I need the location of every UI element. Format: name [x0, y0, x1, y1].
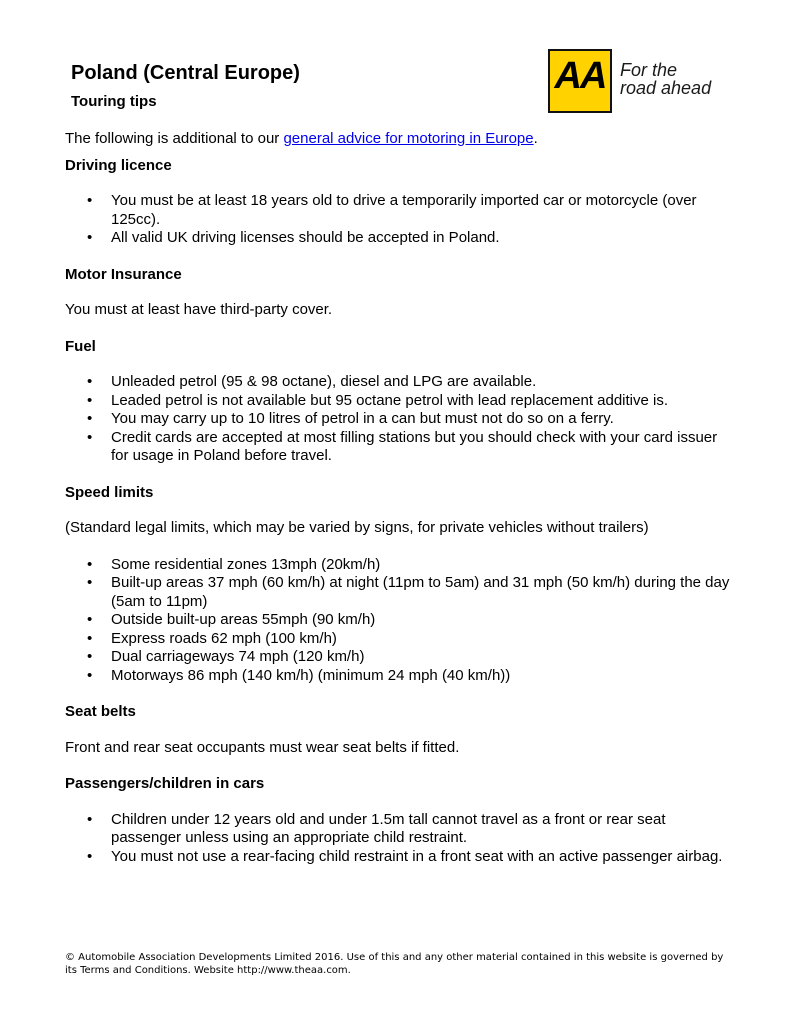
copyright-footer: © Automobile Association Developments Limited 2016. Use of this and any other material contained in this website is governed by its Terms and Conditions. Website http://www.theaa.com. [65, 952, 724, 976]
list-item: • Leaded petrol is not available but 95 octane petrol with lead replacement additive is. [65, 392, 730, 411]
list-item: • Built-up areas 37 mph (60 km/h) at night (11pm to 5am) and 31 mph (50 km/h) during the day (5am to 11pm) [65, 574, 730, 611]
list-item: • All valid UK driving licenses should be accepted in Poland. [65, 229, 730, 248]
driving-licence-list [65, 192, 730, 248]
list-item: • Dual carriageways 74 mph (120 km/h) [65, 648, 730, 667]
tagline-line-2: road ahead [620, 78, 712, 98]
intro-text: The following is additional to our [65, 130, 284, 147]
tagline-line-1: For the [620, 60, 678, 80]
heading-fuel: Fuel [65, 337, 96, 355]
page-title: Poland (Central Europe) [71, 62, 300, 84]
seat-belts-text: Front and rear seat occupants must wear seat belts if fitted. [65, 738, 460, 756]
fuel-list [65, 373, 730, 466]
heading-seat-belts: Seat belts [65, 703, 136, 720]
aa-logo [548, 49, 728, 113]
passengers-list [65, 811, 730, 867]
intro-paragraph [65, 130, 730, 149]
list-item: • You must not use a rear-facing child restraint in a front seat with an active passenger airbag. [65, 848, 730, 867]
list-item: • Children under 12 years old and under 1.5m tall cannot travel as a front or rear seat passenger unless using an appropriate child restraint. [65, 811, 730, 848]
aa-logo-mark [548, 49, 612, 113]
heading-passengers: Passengers/children in cars [65, 775, 265, 792]
list-item: • Some residential zones 13mph (20km/h) [65, 556, 730, 575]
aa-logo-tagline [620, 61, 711, 97]
list-item: • You may carry up to 10 litres of petrol in a can but must not do so on a ferry. [65, 410, 730, 429]
document-body [65, 130, 730, 884]
list-item: • Motorways 86 mph (140 km/h) (minimum 24 mph (40 km/h)) [65, 667, 730, 686]
list-item: • Outside built-up areas 55mph (90 km/h) [65, 611, 730, 630]
list-item: • Credit cards are accepted at most filling stations but you should check with your card issuer for usage in Poland before travel. [65, 429, 730, 466]
list-item: • Unleaded petrol (95 & 98 octane), diesel and LPG are available. [65, 373, 730, 392]
list-item: • You must be at least 18 years old to drive a temporarily imported car or motorcycle (over 125cc). [65, 192, 730, 229]
list-item: • Express roads 62 mph (100 km/h) [65, 630, 730, 649]
europe-advice-link[interactable]: general advice for motoring in Europe [283, 130, 534, 147]
heading-motor-insurance: Motor Insurance [65, 265, 182, 283]
aa-logo-letters: AA [554, 55, 606, 97]
heading-speed-limits: Speed limits [65, 483, 154, 501]
speed-limits-list [65, 556, 730, 686]
intro-end: . [533, 130, 538, 147]
speed-limits-text: (Standard legal limits, which may be varied by signs, for private vehicles without trailers) [65, 519, 649, 536]
motor-insurance-text: You must at least have third-party cover. [65, 301, 333, 318]
page-subtitle: Touring tips [71, 93, 157, 110]
heading-driving-licence: Driving licence [65, 156, 172, 174]
